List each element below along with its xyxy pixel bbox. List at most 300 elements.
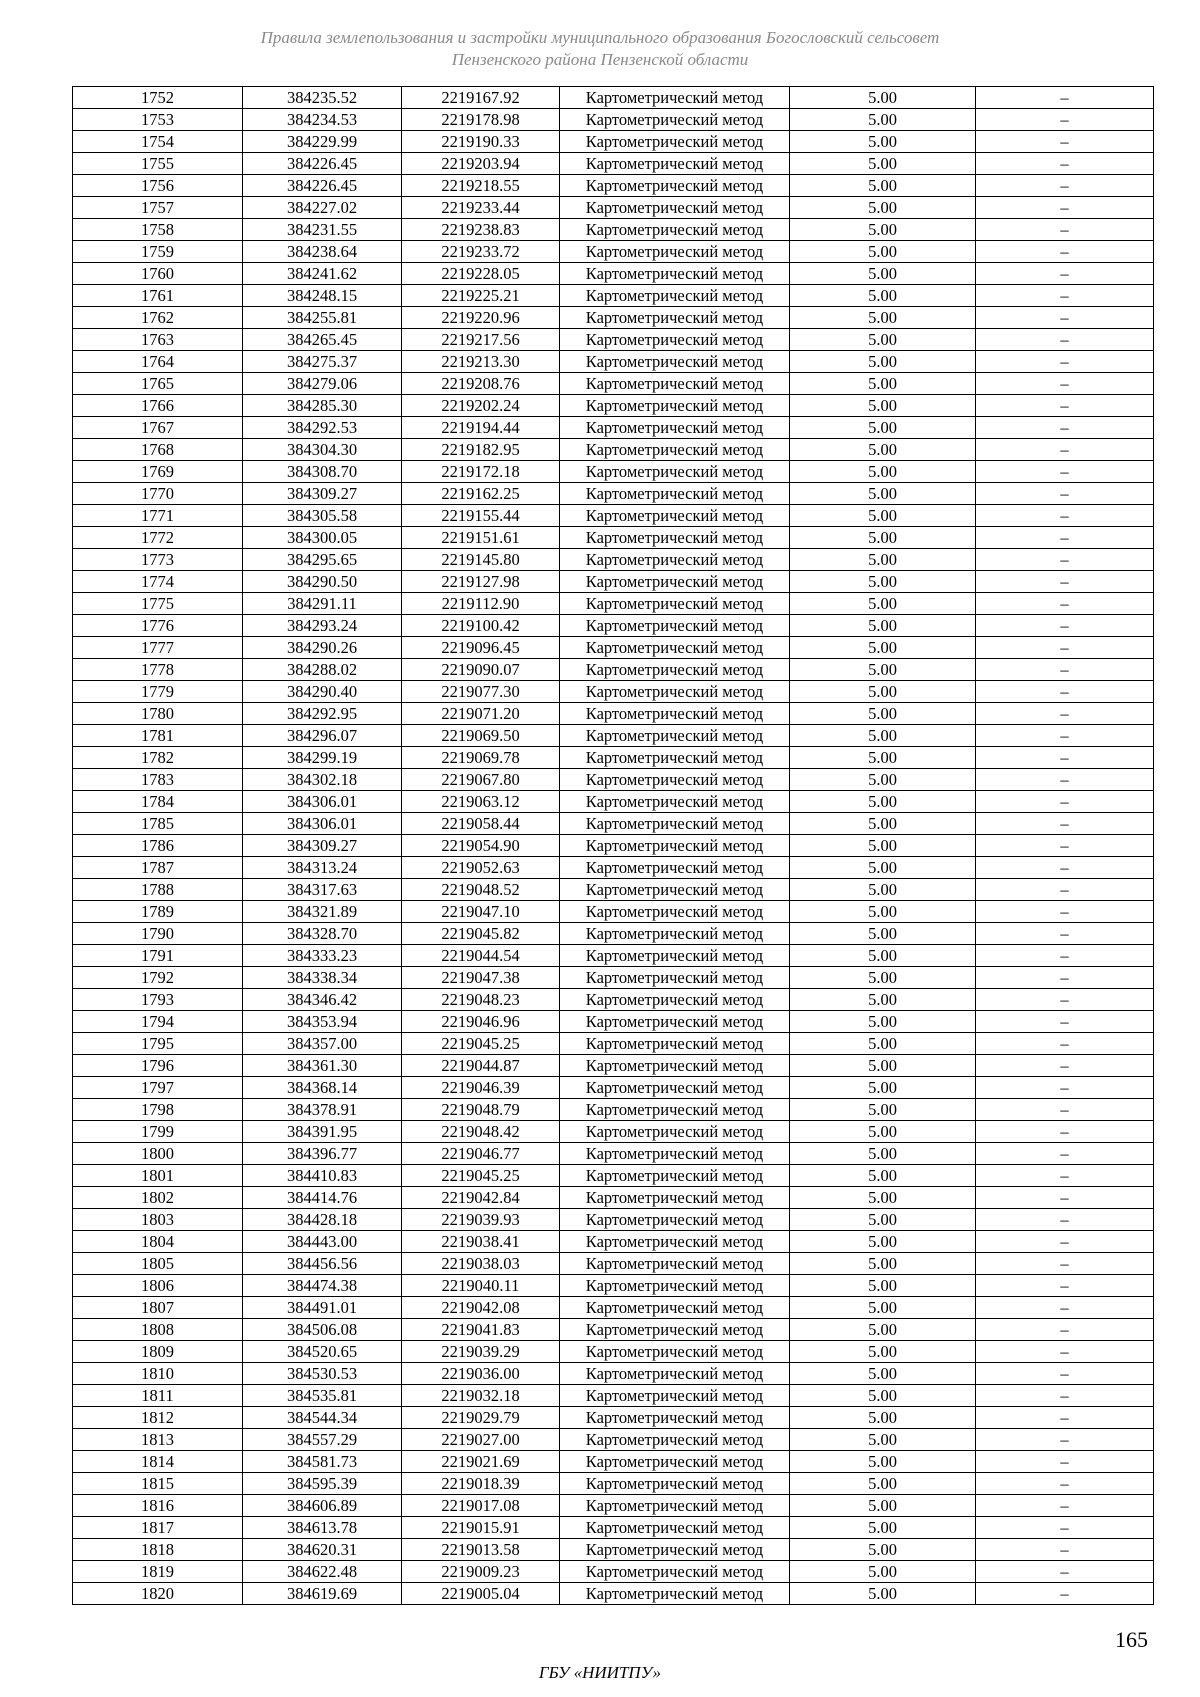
y-coordinate-cell: 2219042.08: [402, 1297, 560, 1319]
accuracy-cell: 5.00: [790, 1583, 976, 1605]
method-cell: Картометрический метод: [560, 549, 790, 571]
description-cell: –: [976, 1495, 1154, 1517]
accuracy-cell: 5.00: [790, 527, 976, 549]
table-row: [73, 1055, 1154, 1077]
point-number-cell: 1774: [73, 571, 243, 593]
page-footer: ГБУ «НИИТПУ»: [538, 1663, 662, 1682]
method-cell: Картометрический метод: [560, 175, 790, 197]
table-row: [73, 1429, 1154, 1451]
x-coordinate-cell: 384279.06: [243, 373, 402, 395]
y-coordinate-cell: 2219233.72: [402, 241, 560, 263]
y-coordinate-cell: 2219017.08: [402, 1495, 560, 1517]
method-cell: Картометрический метод: [560, 1055, 790, 1077]
description-cell: –: [976, 1275, 1154, 1297]
accuracy-cell: 5.00: [790, 1121, 976, 1143]
point-number-cell: 1803: [73, 1209, 243, 1231]
table-row: [73, 197, 1154, 219]
point-number-cell: 1806: [73, 1275, 243, 1297]
point-number-cell: 1758: [73, 219, 243, 241]
method-cell: Картометрический метод: [560, 219, 790, 241]
x-coordinate-cell: 384391.95: [243, 1121, 402, 1143]
x-coordinate-cell: 384285.30: [243, 395, 402, 417]
description-cell: –: [976, 1473, 1154, 1495]
description-cell: –: [976, 263, 1154, 285]
description-cell: –: [976, 1121, 1154, 1143]
table-row: [73, 1363, 1154, 1385]
description-cell: –: [976, 989, 1154, 1011]
y-coordinate-cell: 2219145.80: [402, 549, 560, 571]
accuracy-cell: 5.00: [790, 197, 976, 219]
y-coordinate-cell: 2219052.63: [402, 857, 560, 879]
x-coordinate-cell: 384313.24: [243, 857, 402, 879]
accuracy-cell: 5.00: [790, 1187, 976, 1209]
point-number-cell: 1786: [73, 835, 243, 857]
y-coordinate-cell: 2219213.30: [402, 351, 560, 373]
point-number-cell: 1793: [73, 989, 243, 1011]
table-row: [73, 1297, 1154, 1319]
method-cell: Картометрический метод: [560, 1077, 790, 1099]
description-cell: –: [976, 1297, 1154, 1319]
y-coordinate-cell: 2219178.98: [402, 109, 560, 131]
point-number-cell: 1780: [73, 703, 243, 725]
y-coordinate-cell: 2219067.80: [402, 769, 560, 791]
y-coordinate-cell: 2219018.39: [402, 1473, 560, 1495]
y-coordinate-cell: 2219090.07: [402, 659, 560, 681]
header-line-2: Пензенского района Пензенской области: [451, 50, 749, 69]
x-coordinate-cell: 384622.48: [243, 1561, 402, 1583]
y-coordinate-cell: 2219040.11: [402, 1275, 560, 1297]
accuracy-cell: 5.00: [790, 901, 976, 923]
accuracy-cell: 5.00: [790, 395, 976, 417]
method-cell: Картометрический метод: [560, 483, 790, 505]
point-number-cell: 1767: [73, 417, 243, 439]
y-coordinate-cell: 2219202.24: [402, 395, 560, 417]
x-coordinate-cell: 384302.18: [243, 769, 402, 791]
method-cell: Картометрический метод: [560, 87, 790, 109]
accuracy-cell: 5.00: [790, 593, 976, 615]
point-number-cell: 1818: [73, 1539, 243, 1561]
accuracy-cell: 5.00: [790, 461, 976, 483]
accuracy-cell: 5.00: [790, 1231, 976, 1253]
description-cell: –: [976, 747, 1154, 769]
description-cell: –: [976, 593, 1154, 615]
point-number-cell: 1773: [73, 549, 243, 571]
table-row: [73, 131, 1154, 153]
y-coordinate-cell: 2219172.18: [402, 461, 560, 483]
description-cell: –: [976, 1451, 1154, 1473]
table-row: [73, 593, 1154, 615]
description-cell: –: [976, 219, 1154, 241]
accuracy-cell: 5.00: [790, 1165, 976, 1187]
x-coordinate-cell: 384410.83: [243, 1165, 402, 1187]
x-coordinate-cell: 384414.76: [243, 1187, 402, 1209]
method-cell: Картометрический метод: [560, 1143, 790, 1165]
point-number-cell: 1816: [73, 1495, 243, 1517]
table-row: [73, 307, 1154, 329]
table-row: [73, 637, 1154, 659]
x-coordinate-cell: 384619.69: [243, 1583, 402, 1605]
description-cell: –: [976, 1385, 1154, 1407]
point-number-cell: 1800: [73, 1143, 243, 1165]
accuracy-cell: 5.00: [790, 1275, 976, 1297]
point-number-cell: 1815: [73, 1473, 243, 1495]
page-header: [0, 27, 1200, 71]
description-cell: –: [976, 1077, 1154, 1099]
x-coordinate-cell: 384520.65: [243, 1341, 402, 1363]
x-coordinate-cell: 384231.55: [243, 219, 402, 241]
y-coordinate-cell: 2219046.77: [402, 1143, 560, 1165]
y-coordinate-cell: 2219039.93: [402, 1209, 560, 1231]
accuracy-cell: 5.00: [790, 1077, 976, 1099]
description-cell: –: [976, 1539, 1154, 1561]
table-row: [73, 373, 1154, 395]
y-coordinate-cell: 2219058.44: [402, 813, 560, 835]
table-row: [73, 1231, 1154, 1253]
description-cell: –: [976, 395, 1154, 417]
description-cell: –: [976, 945, 1154, 967]
point-number-cell: 1779: [73, 681, 243, 703]
y-coordinate-cell: 2219048.79: [402, 1099, 560, 1121]
y-coordinate-cell: 2219021.69: [402, 1451, 560, 1473]
point-number-cell: 1792: [73, 967, 243, 989]
point-number-cell: 1805: [73, 1253, 243, 1275]
table-row: [73, 175, 1154, 197]
accuracy-cell: 5.00: [790, 1297, 976, 1319]
accuracy-cell: 5.00: [790, 791, 976, 813]
table-row: [73, 527, 1154, 549]
method-cell: Картометрический метод: [560, 263, 790, 285]
x-coordinate-cell: 384309.27: [243, 483, 402, 505]
description-cell: –: [976, 439, 1154, 461]
description-cell: –: [976, 1165, 1154, 1187]
accuracy-cell: 5.00: [790, 175, 976, 197]
method-cell: Картометрический метод: [560, 1165, 790, 1187]
method-cell: Картометрический метод: [560, 1099, 790, 1121]
coordinates-table-body: [73, 87, 1154, 1605]
x-coordinate-cell: 384275.37: [243, 351, 402, 373]
description-cell: –: [976, 1011, 1154, 1033]
y-coordinate-cell: 2219032.18: [402, 1385, 560, 1407]
table-row: [73, 1539, 1154, 1561]
y-coordinate-cell: 2219047.10: [402, 901, 560, 923]
description-cell: –: [976, 637, 1154, 659]
table-row: [73, 813, 1154, 835]
method-cell: Картометрический метод: [560, 725, 790, 747]
accuracy-cell: 5.00: [790, 439, 976, 461]
table-row: [73, 1253, 1154, 1275]
table-row: [73, 1561, 1154, 1583]
method-cell: Картометрический метод: [560, 131, 790, 153]
method-cell: Картометрический метод: [560, 593, 790, 615]
point-number-cell: 1752: [73, 87, 243, 109]
method-cell: Картометрический метод: [560, 351, 790, 373]
y-coordinate-cell: 2219112.90: [402, 593, 560, 615]
method-cell: Картометрический метод: [560, 615, 790, 637]
x-coordinate-cell: 384506.08: [243, 1319, 402, 1341]
y-coordinate-cell: 2219039.29: [402, 1341, 560, 1363]
table-row: [73, 747, 1154, 769]
x-coordinate-cell: 384292.95: [243, 703, 402, 725]
method-cell: Картометрический метод: [560, 307, 790, 329]
method-cell: Картометрический метод: [560, 1561, 790, 1583]
table-row: [73, 153, 1154, 175]
method-cell: Картометрический метод: [560, 1517, 790, 1539]
x-coordinate-cell: 384428.18: [243, 1209, 402, 1231]
table-row: [73, 857, 1154, 879]
x-coordinate-cell: 384306.01: [243, 813, 402, 835]
point-number-cell: 1819: [73, 1561, 243, 1583]
point-number-cell: 1755: [73, 153, 243, 175]
accuracy-cell: 5.00: [790, 153, 976, 175]
description-cell: –: [976, 571, 1154, 593]
description-cell: –: [976, 615, 1154, 637]
table-row: [73, 1209, 1154, 1231]
x-coordinate-cell: 384557.29: [243, 1429, 402, 1451]
y-coordinate-cell: 2219182.95: [402, 439, 560, 461]
table-row: [73, 87, 1154, 109]
x-coordinate-cell: 384293.24: [243, 615, 402, 637]
description-cell: –: [976, 725, 1154, 747]
description-cell: –: [976, 681, 1154, 703]
point-number-cell: 1782: [73, 747, 243, 769]
method-cell: Картометрический метод: [560, 791, 790, 813]
description-cell: –: [976, 879, 1154, 901]
point-number-cell: 1753: [73, 109, 243, 131]
page-number: 165: [1115, 1627, 1148, 1652]
method-cell: Картометрический метод: [560, 1011, 790, 1033]
y-coordinate-cell: 2219071.20: [402, 703, 560, 725]
y-coordinate-cell: 2219228.05: [402, 263, 560, 285]
table-row: [73, 1517, 1154, 1539]
table-row: [73, 1099, 1154, 1121]
table-row: [73, 1583, 1154, 1605]
method-cell: Картометрический метод: [560, 571, 790, 593]
point-number-cell: 1765: [73, 373, 243, 395]
method-cell: Картометрический метод: [560, 1209, 790, 1231]
accuracy-cell: 5.00: [790, 1341, 976, 1363]
description-cell: –: [976, 1055, 1154, 1077]
accuracy-cell: 5.00: [790, 747, 976, 769]
x-coordinate-cell: 384317.63: [243, 879, 402, 901]
accuracy-cell: 5.00: [790, 923, 976, 945]
table-row: [73, 945, 1154, 967]
method-cell: Картометрический метод: [560, 1187, 790, 1209]
point-number-cell: 1798: [73, 1099, 243, 1121]
method-cell: Картометрический метод: [560, 1473, 790, 1495]
accuracy-cell: 5.00: [790, 1209, 976, 1231]
y-coordinate-cell: 2219151.61: [402, 527, 560, 549]
y-coordinate-cell: 2219041.83: [402, 1319, 560, 1341]
method-cell: Картометрический метод: [560, 1253, 790, 1275]
table-row: [73, 351, 1154, 373]
method-cell: Картометрический метод: [560, 461, 790, 483]
y-coordinate-cell: 2219047.38: [402, 967, 560, 989]
table-row: [73, 395, 1154, 417]
y-coordinate-cell: 2219015.91: [402, 1517, 560, 1539]
accuracy-cell: 5.00: [790, 967, 976, 989]
table-row: [73, 1011, 1154, 1033]
point-number-cell: 1784: [73, 791, 243, 813]
point-number-cell: 1796: [73, 1055, 243, 1077]
coordinates-table: [72, 86, 1154, 1605]
table-row: [73, 571, 1154, 593]
y-coordinate-cell: 2219054.90: [402, 835, 560, 857]
x-coordinate-cell: 384456.56: [243, 1253, 402, 1275]
point-number-cell: 1762: [73, 307, 243, 329]
description-cell: –: [976, 703, 1154, 725]
point-number-cell: 1759: [73, 241, 243, 263]
point-number-cell: 1769: [73, 461, 243, 483]
description-cell: –: [976, 461, 1154, 483]
accuracy-cell: 5.00: [790, 1143, 976, 1165]
method-cell: Картометрический метод: [560, 417, 790, 439]
description-cell: –: [976, 241, 1154, 263]
x-coordinate-cell: 384229.99: [243, 131, 402, 153]
description-cell: –: [976, 1363, 1154, 1385]
method-cell: Картометрический метод: [560, 1583, 790, 1605]
y-coordinate-cell: 2219077.30: [402, 681, 560, 703]
point-number-cell: 1777: [73, 637, 243, 659]
accuracy-cell: 5.00: [790, 241, 976, 263]
description-cell: –: [976, 1561, 1154, 1583]
method-cell: Картометрический метод: [560, 659, 790, 681]
accuracy-cell: 5.00: [790, 1561, 976, 1583]
table-row: [73, 769, 1154, 791]
x-coordinate-cell: 384333.23: [243, 945, 402, 967]
x-coordinate-cell: 384378.91: [243, 1099, 402, 1121]
table-row: [73, 1451, 1154, 1473]
y-coordinate-cell: 2219233.44: [402, 197, 560, 219]
x-coordinate-cell: 384226.45: [243, 153, 402, 175]
accuracy-cell: 5.00: [790, 131, 976, 153]
x-coordinate-cell: 384291.11: [243, 593, 402, 615]
point-number-cell: 1776: [73, 615, 243, 637]
table-row: [73, 1143, 1154, 1165]
x-coordinate-cell: 384306.01: [243, 791, 402, 813]
accuracy-cell: 5.00: [790, 263, 976, 285]
point-number-cell: 1811: [73, 1385, 243, 1407]
accuracy-cell: 5.00: [790, 1385, 976, 1407]
point-number-cell: 1764: [73, 351, 243, 373]
y-coordinate-cell: 2219046.96: [402, 1011, 560, 1033]
accuracy-cell: 5.00: [790, 725, 976, 747]
x-coordinate-cell: 384361.30: [243, 1055, 402, 1077]
point-number-cell: 1775: [73, 593, 243, 615]
method-cell: Картометрический метод: [560, 747, 790, 769]
x-coordinate-cell: 384338.34: [243, 967, 402, 989]
accuracy-cell: 5.00: [790, 1099, 976, 1121]
accuracy-cell: 5.00: [790, 1055, 976, 1077]
accuracy-cell: 5.00: [790, 1473, 976, 1495]
point-number-cell: 1820: [73, 1583, 243, 1605]
table-row: [73, 1407, 1154, 1429]
point-number-cell: 1802: [73, 1187, 243, 1209]
accuracy-cell: 5.00: [790, 373, 976, 395]
point-number-cell: 1797: [73, 1077, 243, 1099]
y-coordinate-cell: 2219167.92: [402, 87, 560, 109]
y-coordinate-cell: 2219045.25: [402, 1033, 560, 1055]
x-coordinate-cell: 384299.19: [243, 747, 402, 769]
description-cell: –: [976, 351, 1154, 373]
point-number-cell: 1790: [73, 923, 243, 945]
description-cell: –: [976, 109, 1154, 131]
table-row: [73, 1077, 1154, 1099]
table-row: [73, 439, 1154, 461]
accuracy-cell: 5.00: [790, 1011, 976, 1033]
table-row: [73, 1473, 1154, 1495]
accuracy-cell: 5.00: [790, 769, 976, 791]
method-cell: Картометрический метод: [560, 769, 790, 791]
method-cell: Картометрический метод: [560, 153, 790, 175]
accuracy-cell: 5.00: [790, 1539, 976, 1561]
y-coordinate-cell: 2219013.58: [402, 1539, 560, 1561]
x-coordinate-cell: 384396.77: [243, 1143, 402, 1165]
accuracy-cell: 5.00: [790, 637, 976, 659]
accuracy-cell: 5.00: [790, 505, 976, 527]
method-cell: Картометрический метод: [560, 1275, 790, 1297]
table-row: [73, 1187, 1154, 1209]
table-row: [73, 219, 1154, 241]
point-number-cell: 1763: [73, 329, 243, 351]
description-cell: –: [976, 1099, 1154, 1121]
method-cell: Картометрический метод: [560, 505, 790, 527]
y-coordinate-cell: 2219069.78: [402, 747, 560, 769]
y-coordinate-cell: 2219045.82: [402, 923, 560, 945]
table-row: [73, 417, 1154, 439]
method-cell: Картометрический метод: [560, 1363, 790, 1385]
accuracy-cell: 5.00: [790, 483, 976, 505]
accuracy-cell: 5.00: [790, 681, 976, 703]
y-coordinate-cell: 2219063.12: [402, 791, 560, 813]
table-row: [73, 1495, 1154, 1517]
x-coordinate-cell: 384581.73: [243, 1451, 402, 1473]
point-number-cell: 1799: [73, 1121, 243, 1143]
x-coordinate-cell: 384357.00: [243, 1033, 402, 1055]
description-cell: –: [976, 417, 1154, 439]
x-coordinate-cell: 384535.81: [243, 1385, 402, 1407]
method-cell: Картометрический метод: [560, 241, 790, 263]
method-cell: Картометрический метод: [560, 109, 790, 131]
accuracy-cell: 5.00: [790, 835, 976, 857]
point-number-cell: 1794: [73, 1011, 243, 1033]
x-coordinate-cell: 384290.50: [243, 571, 402, 593]
description-cell: –: [976, 483, 1154, 505]
y-coordinate-cell: 2219009.23: [402, 1561, 560, 1583]
y-coordinate-cell: 2219048.23: [402, 989, 560, 1011]
description-cell: –: [976, 131, 1154, 153]
point-number-cell: 1804: [73, 1231, 243, 1253]
y-coordinate-cell: 2219238.83: [402, 219, 560, 241]
y-coordinate-cell: 2219100.42: [402, 615, 560, 637]
point-number-cell: 1754: [73, 131, 243, 153]
y-coordinate-cell: 2219069.50: [402, 725, 560, 747]
y-coordinate-cell: 2219127.98: [402, 571, 560, 593]
method-cell: Картометрический метод: [560, 1451, 790, 1473]
table-row: [73, 1121, 1154, 1143]
description-cell: –: [976, 923, 1154, 945]
table-row: [73, 725, 1154, 747]
point-number-cell: 1768: [73, 439, 243, 461]
accuracy-cell: 5.00: [790, 1495, 976, 1517]
table-row: [73, 263, 1154, 285]
method-cell: Картометрический метод: [560, 1407, 790, 1429]
accuracy-cell: 5.00: [790, 1363, 976, 1385]
table-row: [73, 659, 1154, 681]
description-cell: –: [976, 197, 1154, 219]
table-row: [73, 615, 1154, 637]
description-cell: –: [976, 813, 1154, 835]
point-number-cell: 1801: [73, 1165, 243, 1187]
